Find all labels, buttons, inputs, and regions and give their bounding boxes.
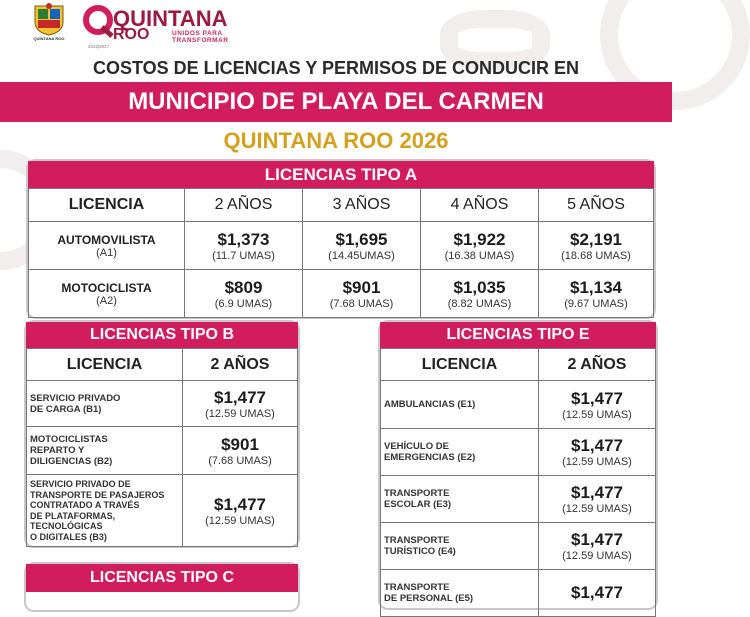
licencias-tipo-e-table [378,320,658,610]
column-header: 2 AÑOS [185,189,303,222]
price-cell: $1,695 (14.45UMAS) [303,222,421,270]
tipo-e-heading: LICENCIAS TIPO E [380,322,656,348]
price-cell: $1,477 (12.59 UMAS) [539,523,656,570]
state-seal-icon [33,2,65,36]
license-name-cell: AMBULANCIAS (E1) [381,381,539,429]
license-name-cell: TRANSPORTE ESCOLAR (E3) [381,476,539,523]
column-header: 4 AÑOS [421,189,539,222]
table-row [381,429,656,476]
price-cell: $809 (6.9 UMAS) [185,270,303,318]
column-header: 3 AÑOS [303,189,421,222]
licencias-tipo-c-table [24,562,300,612]
logo-years: 2022|2027 [88,44,110,49]
table-row [27,475,298,547]
license-name-cell: MOTOCICLISTA (A2) [29,270,185,318]
quintana-roo-logo-icon [80,3,116,39]
logo-line-1: QUINTANA [113,6,228,31]
license-name-cell: AUTOMOVILISTA (A1) [29,222,185,270]
column-header: 2 AÑOS [183,349,298,381]
price-cell: $1,134 (9.67 UMAS) [539,270,654,318]
logo-tagline: UNIDOS PARA TRANSFORMAR [172,30,229,44]
price-cell: $1,477 (12.59 UMAS) [539,429,656,476]
table-row [381,381,656,429]
price-cell: $1,922 (16.38 UMAS) [421,222,539,270]
license-name-cell: MOTOCICLISTAS REPARTO Y DILIGENCIAS (B2) [27,427,183,475]
license-name-cell: TRANSPORTE DE PERSONAL (E5) [381,570,539,617]
column-header: 2 AÑOS [539,349,656,381]
page-subtitle: QUINTANA ROO 2026 [223,128,449,153]
table-row [27,427,298,475]
column-header: LICENCIA [381,349,539,381]
price-cell: $1,477 (12.59 UMAS) [539,381,656,429]
table-row [27,381,298,427]
header [0,0,672,56]
tipo-a-heading: LICENCIAS TIPO A [28,161,654,188]
license-name-cell: SERVICIO PRIVADO DE CARGA (B1) [27,381,183,427]
seal-caption: QUINTANA ROO [33,36,65,41]
licencias-tipo-a-table [26,159,656,319]
price-cell: $901 (7.68 UMAS) [303,270,421,318]
price-cell: $1,477 (12.59 UMAS) [183,475,298,547]
page-title: COSTOS DE LICENCIAS Y PERMISOS DE CONDUCIR EN [92,58,580,78]
price-cell: $1,373 (11.7 UMAS) [185,222,303,270]
table-row [29,270,654,318]
table-row [381,523,656,570]
municipality-banner: MUNICIPIO DE PLAYA DEL CARMEN [0,82,672,122]
price-cell: $2,191 (18.68 UMAS) [539,222,654,270]
price-cell: $1,035 (8.82 UMAS) [421,270,539,318]
table-row [29,222,654,270]
table-row [381,476,656,523]
price-cell: $1,477 (12.59 UMAS) [539,476,656,523]
price-cell: $1,477 (12.59 UMAS) [183,381,298,427]
column-header: LICENCIA [27,349,183,381]
column-header: 5 AÑOS [539,189,654,222]
tipo-c-heading: LICENCIAS TIPO C [26,564,298,592]
price-cell: $901 (7.68 UMAS) [183,427,298,475]
tipo-b-heading: LICENCIAS TIPO B [26,322,298,348]
license-name-cell: TRANSPORTE TURÍSTICO (E4) [381,523,539,570]
column-header: LICENCIA [29,189,185,222]
license-name-cell: VEHÍCULO DE EMERGENCIAS (E2) [381,429,539,476]
logo-line-2: ROO [113,26,150,43]
price-cell: $1,477 [539,570,656,617]
licencias-tipo-b-table [24,320,300,548]
license-name-cell: SERVICIO PRIVADO DE TRANSPORTE DE PASAJEROS CONTRATADO A TRAVÉS DE PLATAFORMAS, TECNOLÓGICAS O DIGITALES (B3) [27,475,183,547]
table-row [381,570,656,617]
